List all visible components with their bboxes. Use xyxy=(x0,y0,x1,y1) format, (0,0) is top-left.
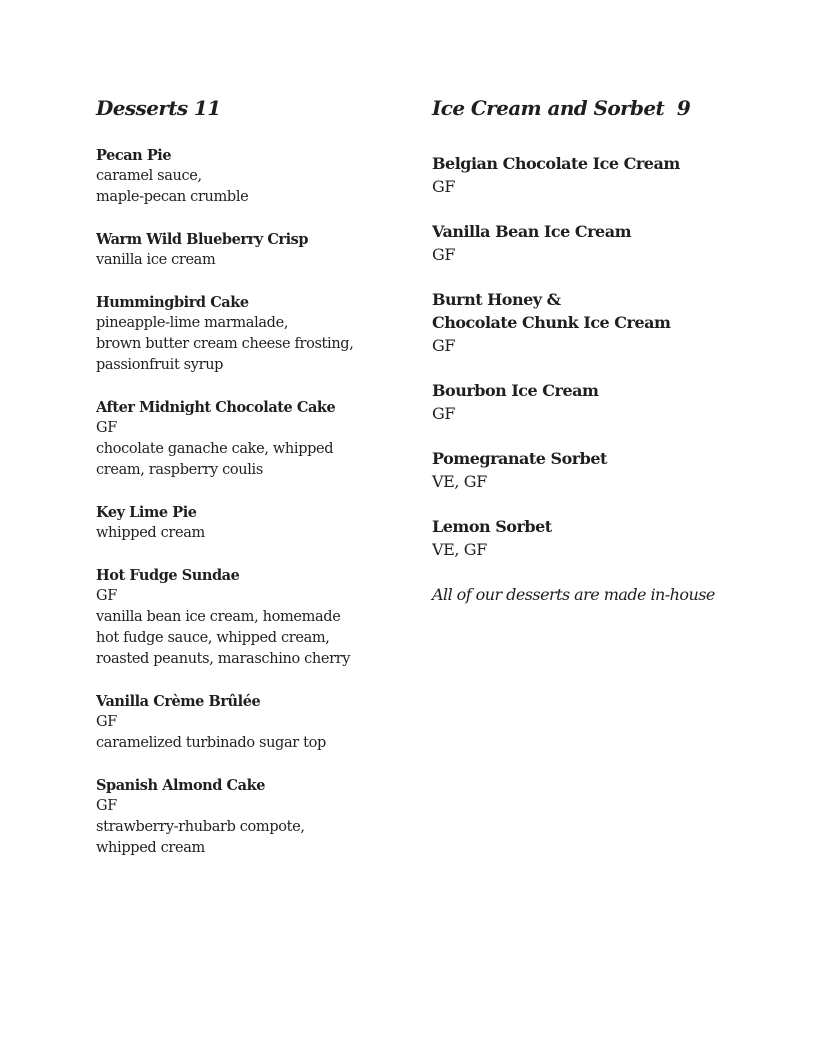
menu-item xyxy=(432,379,762,425)
menu-item-name: Lemon Sorbet xyxy=(432,517,552,536)
menu-item-description: passionfruit syrup xyxy=(96,357,224,373)
menu-item-name: Pomegranate Sorbet xyxy=(432,449,607,468)
menu-item xyxy=(432,220,762,266)
menu-item-tags: GF xyxy=(96,420,117,436)
ice-cream-column xyxy=(432,94,762,606)
menu-item xyxy=(96,565,396,670)
menu-item xyxy=(96,775,396,859)
menu-item xyxy=(96,502,396,544)
menu-item-name: Vanilla Bean Ice Cream xyxy=(432,222,632,241)
menu-item-name: Pecan Pie xyxy=(96,147,172,164)
menu-item-name: Bourbon Ice Cream xyxy=(432,381,599,400)
menu-item-tags: GF xyxy=(432,336,456,355)
menu-item-description: chocolate ganache cake, whipped xyxy=(96,441,334,457)
menu-item xyxy=(432,515,762,561)
menu-item-tags: GF xyxy=(432,245,456,264)
menu-item-description: vanilla bean ice cream, homemade xyxy=(96,609,341,625)
menu-item xyxy=(432,447,762,493)
menu-item-description: caramelized turbinado sugar top xyxy=(96,735,326,751)
desserts-heading: Desserts 11 xyxy=(96,96,221,120)
desserts-column xyxy=(96,94,396,880)
menu-item xyxy=(96,229,396,271)
menu-item-description: cream, raspberry coulis xyxy=(96,462,263,478)
menu-item xyxy=(96,292,396,376)
menu-item-description: pineapple-lime marmalade, xyxy=(96,315,289,331)
menu-item-description: maple-pecan crumble xyxy=(96,189,249,205)
menu-item-description: whipped cream xyxy=(96,525,205,541)
menu-item-description: caramel sauce, xyxy=(96,168,202,184)
menu-item-name: Spanish Almond Cake xyxy=(96,777,265,794)
menu-item-description: whipped cream xyxy=(96,840,205,856)
menu-item-name: After Midnight Chocolate Cake xyxy=(96,399,336,416)
menu-item-tags: VE, GF xyxy=(432,472,487,491)
menu-item-name: Hot Fudge Sundae xyxy=(96,567,240,584)
menu-item xyxy=(432,288,762,357)
menu-item-description: hot fudge sauce, whipped cream, xyxy=(96,630,330,646)
menu-item-tags: GF xyxy=(96,798,117,814)
menu-item-tags: GF xyxy=(96,714,117,730)
menu-item-name: Burnt Honey & xyxy=(432,290,561,309)
menu-item-name: Vanilla Crème Brûlée xyxy=(96,693,261,710)
menu-item-name: Chocolate Chunk Ice Cream xyxy=(432,313,671,332)
menu-item-name: Belgian Chocolate Ice Cream xyxy=(432,154,680,173)
menu-item-tags: GF xyxy=(96,588,117,604)
menu-item-tags: GF xyxy=(432,177,456,196)
menu-item xyxy=(96,691,396,754)
menu-item-description: brown butter cream cheese frosting, xyxy=(96,336,354,352)
menu-item-name: Warm Wild Blueberry Crisp xyxy=(96,231,309,248)
menu-item xyxy=(432,152,762,198)
menu-item xyxy=(96,397,396,481)
menu-item xyxy=(96,145,396,208)
ice-cream-heading: Ice Cream and Sorbet 9 xyxy=(432,96,691,120)
menu-item-description: roasted peanuts, maraschino cherry xyxy=(96,651,351,667)
menu-item-description: vanilla ice cream xyxy=(96,252,216,268)
menu-item-tags: VE, GF xyxy=(432,540,487,559)
menu-item-description: strawberry-rhubarb compote, xyxy=(96,819,305,835)
house-made-note: All of our desserts are made in-house xyxy=(432,585,715,604)
menu-item-tags: GF xyxy=(432,404,456,423)
menu-item-name: Key Lime Pie xyxy=(96,504,197,521)
menu-item-name: Hummingbird Cake xyxy=(96,294,249,311)
